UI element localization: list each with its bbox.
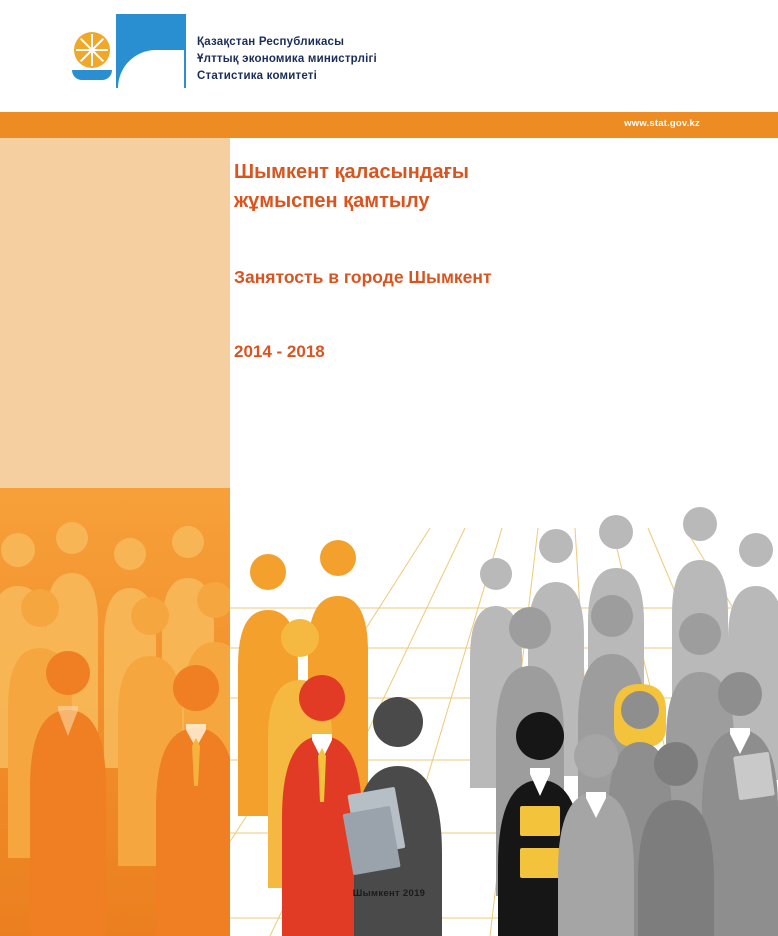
sun-icon — [74, 32, 110, 68]
org-line-3: Статистика комитеті — [197, 70, 318, 82]
cover-caption: Шымкент 2019 — [352, 888, 426, 899]
kazakhstan-statistics-logo — [68, 14, 186, 88]
page-header — [0, 0, 778, 112]
cover-years: 2014 - 2018 — [234, 342, 325, 361]
page-title-kk — [234, 158, 754, 216]
title-kk-line-1: Шымкент қаласындағы — [234, 161, 470, 183]
organization-name — [197, 34, 377, 85]
people-silhouettes — [0, 488, 778, 936]
org-line-2: Ұлттық экономика министрлігі — [197, 53, 377, 65]
wave-icon — [72, 70, 112, 80]
page-title-ru: Занятость в городе Шымкент — [234, 267, 492, 287]
org-line-1: Қазақстан Республикасы — [197, 36, 345, 48]
cover-body — [0, 138, 778, 488]
title-kk-line-2: жұмыспен қамтылу — [234, 190, 430, 212]
website-url[interactable]: www.stat.gov.kz — [624, 118, 700, 129]
logo-white-square — [68, 14, 116, 88]
website-bar — [0, 112, 778, 138]
cover-title-block — [234, 158, 754, 362]
peach-side-panel — [0, 138, 230, 488]
cover-illustration — [0, 488, 778, 936]
